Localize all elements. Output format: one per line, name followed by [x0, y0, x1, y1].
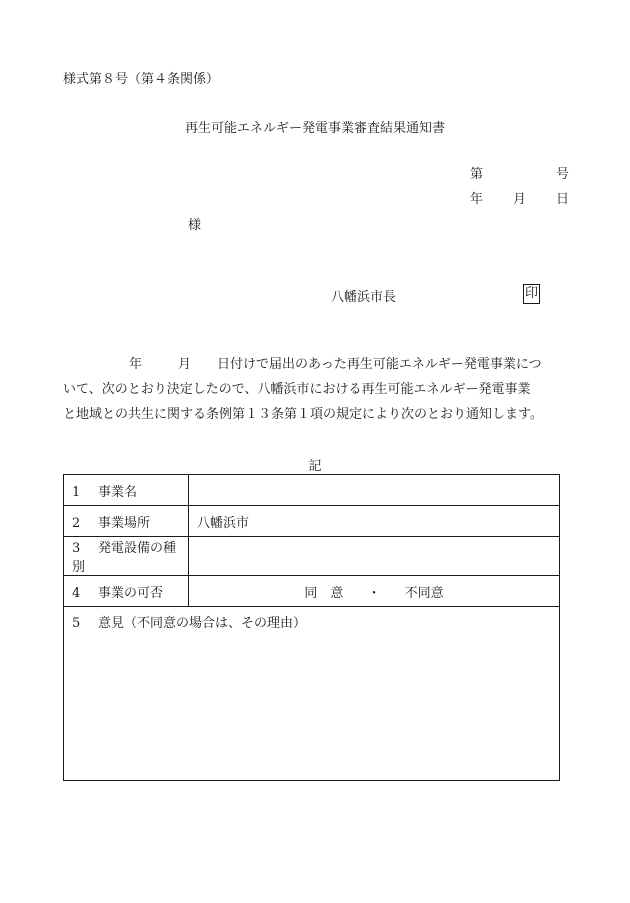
- issue-number-suffix: 号: [556, 167, 570, 182]
- body-text: [63, 355, 583, 430]
- table-row: [64, 506, 560, 537]
- row-number: 1: [72, 484, 81, 500]
- consent-cell: [189, 576, 560, 607]
- row-label: 事業名: [98, 484, 138, 500]
- form-number: 様式第８号（第４条関係）: [63, 72, 220, 87]
- body-line-3: と地域との共生に関する条例第１３条第１項の規定により次のとおり通知します。: [63, 407, 543, 422]
- opinion-label: 意見（不同意の場合は、その理由）: [98, 616, 307, 631]
- opinion-cell: [64, 607, 560, 781]
- body-line-1: [63, 355, 583, 380]
- table-label-cell: [64, 576, 189, 607]
- body-month: 月: [178, 357, 192, 372]
- table-row: [64, 537, 560, 576]
- table-label-cell: [64, 506, 189, 537]
- row-number: 5: [72, 616, 81, 631]
- issuer-name: 八幡浜市長: [331, 290, 397, 305]
- body-line-2: いて、次のとおり決定したので、八幡浜市における再生可能エネルギー発電事業: [63, 382, 531, 397]
- date-day-label: 日: [556, 192, 570, 207]
- generation-type-value: [189, 537, 560, 576]
- row-number: 2: [72, 515, 81, 531]
- date-month-label: 月: [513, 192, 527, 207]
- table-row: [64, 576, 560, 607]
- table-row: [64, 475, 560, 506]
- body-year: 年: [129, 357, 143, 372]
- addressee-suffix: 様: [188, 218, 202, 233]
- row-number: 4: [72, 585, 81, 601]
- row-label: 事業の可否: [98, 585, 164, 601]
- ki-heading: 記: [308, 459, 322, 474]
- table-label-cell: [64, 475, 189, 506]
- row-label: 発電設備の種別: [72, 541, 177, 575]
- issue-number-label: 第: [470, 167, 484, 182]
- date-year-label: 年: [470, 192, 484, 207]
- project-location-value: 八幡浜市: [189, 506, 560, 537]
- row-number: 3: [72, 541, 81, 556]
- body-line-1-text: 日付けで届出のあった再生可能エネルギー発電事業につ: [217, 357, 542, 372]
- disagree-option: 不同意: [404, 585, 444, 601]
- seal-stamp: 印: [523, 284, 540, 304]
- details-table: [63, 474, 560, 781]
- separator-dot: ・: [367, 585, 381, 601]
- document-title: 再生可能エネルギー発電事業審査結果通知書: [184, 121, 445, 136]
- row-label: 事業場所: [98, 515, 151, 531]
- table-row-opinion: [64, 607, 560, 781]
- table-label-cell: [64, 537, 189, 576]
- project-name-value: [189, 475, 560, 506]
- agree-option: 同 意: [304, 585, 344, 601]
